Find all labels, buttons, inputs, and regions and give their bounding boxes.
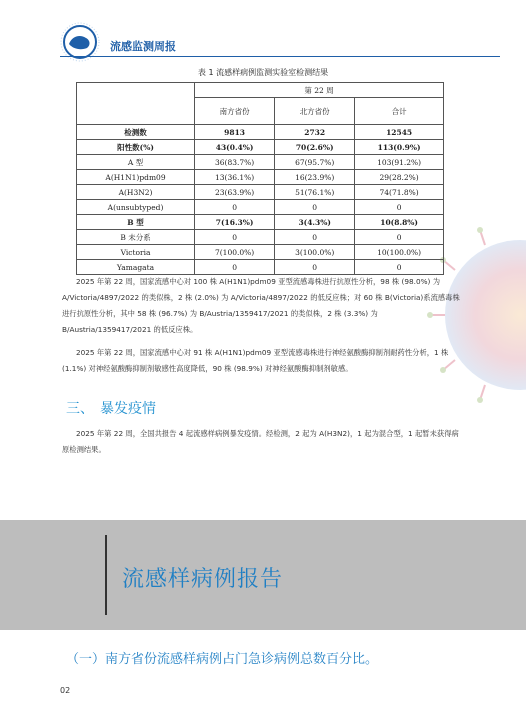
table-cell: 0 [355, 260, 444, 275]
row-label: 阳性数(%) [77, 140, 195, 155]
table-row [77, 185, 444, 200]
row-label: B 未分系 [77, 230, 195, 245]
column-header: 北方省份 [275, 98, 355, 125]
table-row [77, 140, 444, 155]
table-cell: 0 [275, 230, 355, 245]
table-cell: 0 [355, 230, 444, 245]
table-cell: 7(100.0%) [195, 245, 275, 260]
table-cell: 0 [195, 230, 275, 245]
table-row [77, 215, 444, 230]
table-row [77, 125, 444, 140]
paragraph-antigen: 2025 年第 22 周，国家流感中心对 100 株 A(H1N1)pdm09 亚型流感毒株进行抗原性分析，98 株 (98.0%) 为 A/Victoria/4897/2022 的类似株，2 株 (2.0%) 为 A/Victoria/4897/2022 的低反应株；对 60 株 B(Victoria)系流感毒株进行抗原性分析，其中 58 株 (96.7%) 为 B/Austria/1359417/2021 的类似株，2 株 (3.3%) 为 B/Austria/1359417/2021 的低反应株。 [62, 277, 460, 334]
row-label: A(H1N1)pdm09 [77, 170, 195, 185]
banner-title: 流感样病例报告 [122, 567, 284, 592]
row-label: Victoria [77, 245, 195, 260]
table-cell: 16(23.9%) [275, 170, 355, 185]
paragraph-outbreak: 2025 年第 22 周，全国共报告 4 起流感样病例暴发疫情。经检测，2 起为 A(H3N2)，1 起为混合型，1 起暂未获得病原检测结果。 [62, 429, 459, 454]
table-cell: 36(83.7%) [195, 155, 275, 170]
row-label: 检测数 [77, 125, 195, 140]
table-cell: 13(36.1%) [195, 170, 275, 185]
section-banner [0, 520, 526, 630]
page-number: 02 [60, 686, 71, 695]
table-cell: 43(0.4%) [195, 140, 275, 155]
row-label: A(unsubtyped) [77, 200, 195, 215]
table-cell: 51(76.1%) [275, 185, 355, 200]
table-row [77, 230, 444, 245]
table-row [77, 155, 444, 170]
table-row [77, 260, 444, 275]
column-header: 合计 [355, 98, 444, 125]
week-header: 第 22 周 [195, 83, 444, 98]
sub-heading: （一）南方省份流感样病例占门急诊病例总数百分比。 [66, 652, 379, 667]
table-cell: 12545 [355, 125, 444, 140]
table-cell: 23(63.9%) [195, 185, 275, 200]
table-cell: 0 [355, 200, 444, 215]
header-title: 流感监测周报 [110, 40, 176, 53]
table-cell: 0 [195, 200, 275, 215]
table-cell: 67(95.7%) [275, 155, 355, 170]
table-cell: 3(4.3%) [275, 215, 355, 230]
column-header: 南方省份 [195, 98, 275, 125]
section-title: 暴发疫情 [100, 401, 156, 417]
table-caption: 表 1 流感样病例监测实验室检测结果 [197, 68, 329, 77]
table-row [77, 200, 444, 215]
header-divider [60, 56, 500, 57]
table-cell: 10(100.0%) [355, 245, 444, 260]
table-corner-cell [77, 83, 195, 125]
table-cell: 2732 [275, 125, 355, 140]
table-cell: 3(100.0%) [275, 245, 355, 260]
page-header [0, 0, 526, 60]
table-cell: 7(16.3%) [195, 215, 275, 230]
table-cell: 113(0.9%) [355, 140, 444, 155]
table-cell: 0 [195, 260, 275, 275]
row-label: B 型 [77, 215, 195, 230]
table-row [77, 245, 444, 260]
row-label: A(H3N2) [77, 185, 195, 200]
table-body [77, 125, 444, 275]
table-cell: 9813 [195, 125, 275, 140]
table-cell: 0 [275, 260, 355, 275]
row-label: Yamagata [77, 260, 195, 275]
table-cell: 74(71.8%) [355, 185, 444, 200]
table-header-row [77, 83, 444, 98]
lab-results-table [76, 82, 444, 275]
table-cell: 103(91.2%) [355, 155, 444, 170]
row-label: A 型 [77, 155, 195, 170]
table-cell: 29(28.2%) [355, 170, 444, 185]
table-row [77, 170, 444, 185]
table-cell: 0 [275, 200, 355, 215]
section-number: 三、 [66, 401, 94, 417]
section-heading-outbreak [66, 398, 162, 418]
table-cell: 70(2.6%) [275, 140, 355, 155]
paragraph-resistance: 2025 年第 22 周，国家流感中心对 91 株 A(H1N1)pdm09 亚型流感毒株进行神经氨酸酶抑制剂耐药性分析，1 株 (1.1%) 对神经氨酸酶抑制剂敏感性高度降低，90 株 (98.9%) 对神经氨酸酶抑制剂敏感。 [62, 348, 449, 373]
table-cell: 10(8.8%) [355, 215, 444, 230]
banner-accent-bar [105, 535, 107, 615]
